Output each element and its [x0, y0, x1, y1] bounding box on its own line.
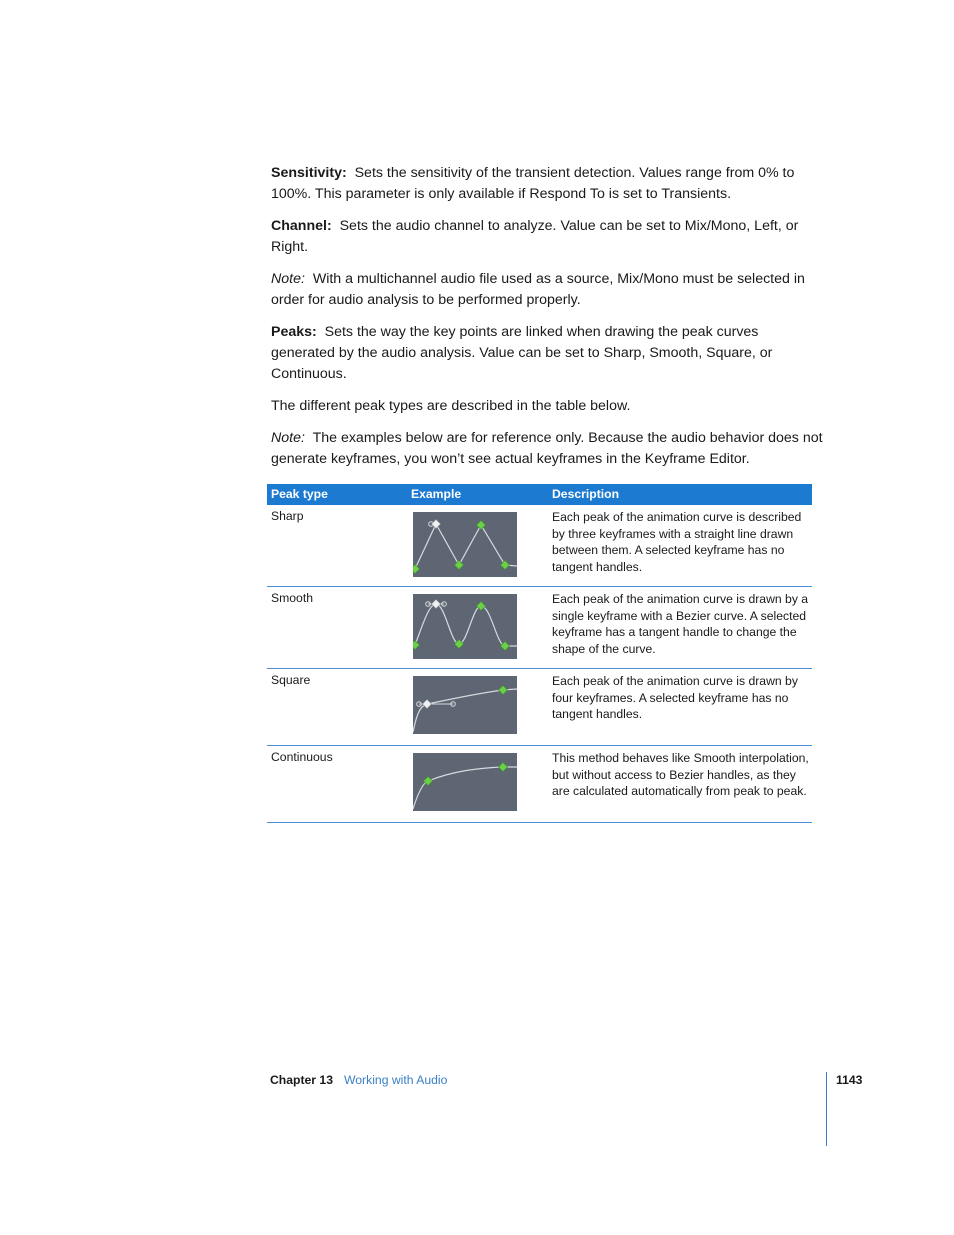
header-peak-type: Peak type	[271, 487, 328, 501]
description-continuous: This method behaves like Smooth interpolation, but without access to Bezier handles, as they are calculated automatically from peak to peak.	[552, 751, 809, 798]
channel-paragraph	[271, 216, 823, 258]
continuous-example-graph	[413, 753, 517, 811]
footer-divider	[826, 1072, 827, 1146]
page-number: 1143	[836, 1073, 863, 1087]
header-description: Description	[552, 487, 620, 501]
note-examples-text: The examples below are for reference only. Because the audio behavior does not generate keyframes, you won’t see actual keyframes in the Keyframe Editor.	[271, 430, 823, 467]
sharp-example-graph	[413, 512, 517, 577]
sensitivity-text: Sets the sensitivity of the transient detection. Values range from 0% to 100%. This parameter is only available if Respond To is set to Transients.	[271, 165, 795, 202]
table-row	[267, 669, 812, 746]
peak-type-square: Square	[271, 673, 311, 687]
intro-paragraph	[271, 396, 823, 417]
table-row	[267, 587, 812, 669]
smooth-example-graph	[413, 594, 517, 659]
header-example: Example	[411, 487, 462, 501]
note-examples-paragraph	[271, 428, 827, 470]
square-example-graph	[413, 676, 517, 734]
table-row	[267, 746, 812, 823]
peaks-paragraph	[271, 322, 823, 385]
footer-chapter: Chapter 13	[270, 1073, 333, 1087]
peak-types-table	[267, 484, 812, 823]
table-row	[267, 505, 812, 587]
note-term: Note:	[271, 430, 305, 446]
peaks-term: Peaks:	[271, 324, 317, 340]
channel-term: Channel:	[271, 218, 332, 234]
note-multichannel-text: With a multichannel audio file used as a source, Mix/Mono must be selected in order for audio analysis to be performed properly.	[271, 271, 805, 308]
intro-text: The different peak types are described in the table below.	[271, 398, 631, 414]
peak-type-smooth: Smooth	[271, 591, 314, 605]
peak-type-sharp: Sharp	[271, 509, 304, 523]
description-smooth: Each peak of the animation curve is drawn by a single keyframe with a Bezier curve. A selected keyframe has a tangent handle to change the shape of the curve.	[552, 592, 809, 656]
channel-text: Sets the audio channel to analyze. Value can be set to Mix/Mono, Left, or Right.	[271, 218, 799, 255]
description-square: Each peak of the animation curve is drawn by four keyframes. A selected keyframe has no tangent handles.	[552, 674, 798, 721]
footer-chapter-title-link[interactable]: Working with Audio	[344, 1073, 448, 1087]
table-header	[267, 484, 812, 505]
peaks-text: Sets the way the key points are linked when drawing the peak curves generated by the audio analysis. Value can be set to Sharp, Smooth, Square, or Continuous.	[271, 324, 773, 382]
sensitivity-paragraph	[271, 163, 823, 205]
peak-type-continuous: Continuous	[271, 750, 333, 764]
description-sharp: Each peak of the animation curve is described by three keyframes with a straight line drawn between them. A selected keyframe has no tangent handles.	[552, 510, 802, 574]
note-multichannel-paragraph	[271, 269, 823, 311]
sensitivity-term: Sensitivity:	[271, 165, 347, 181]
note-term: Note:	[271, 271, 305, 287]
